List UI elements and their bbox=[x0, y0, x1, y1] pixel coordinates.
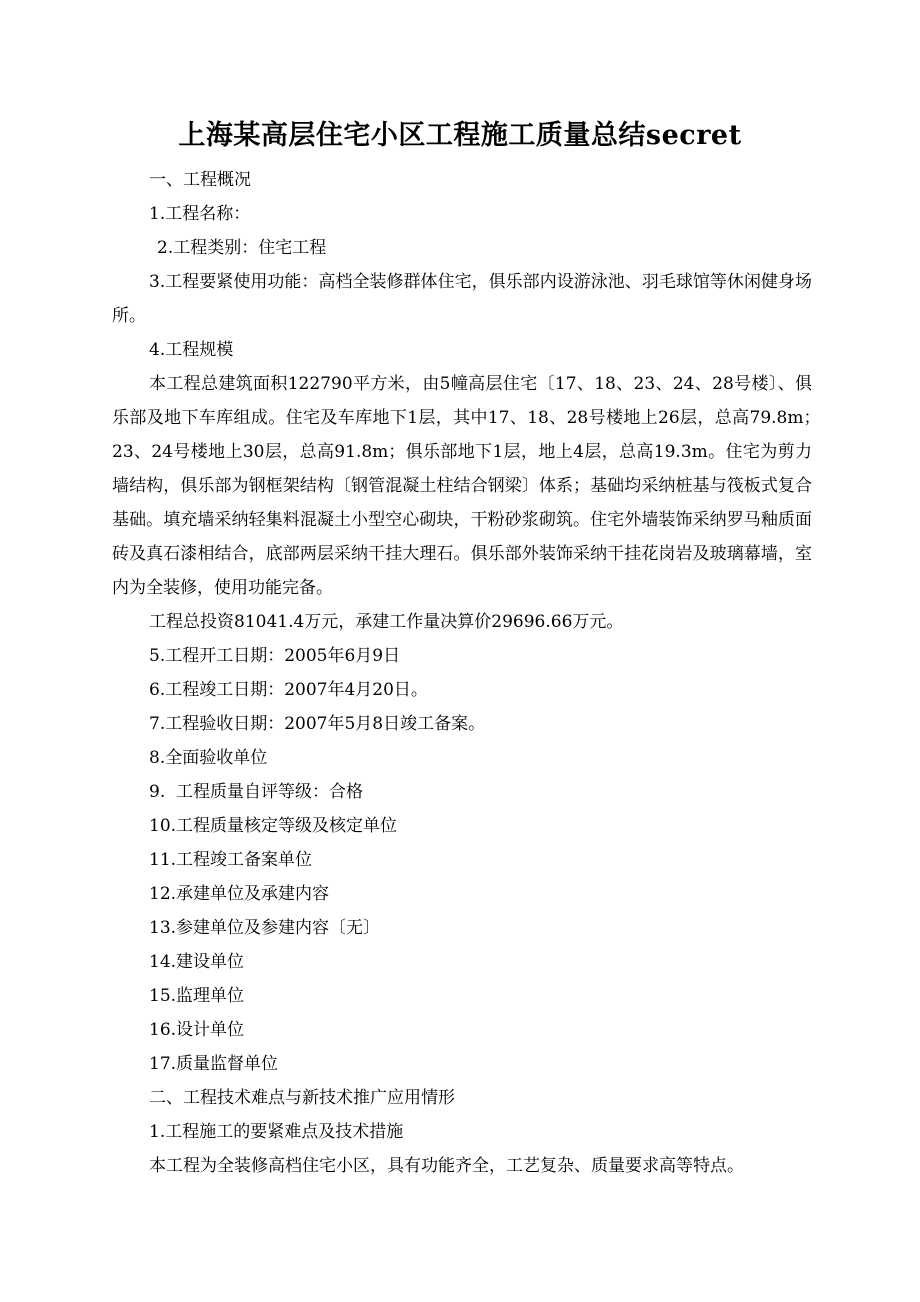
paragraph-acceptance-unit: 8.全面验收单位 bbox=[149, 748, 268, 768]
paragraph-contractor: 12.承建单位及承建内容 bbox=[149, 884, 330, 904]
paragraph-self-assessment: 9. 工程质量自评等级：合格 bbox=[149, 782, 364, 802]
paragraph-project-scale: 4.工程规模 bbox=[149, 340, 234, 360]
section-heading-technology: 二、工程技术难点与新技术推广应用情形 bbox=[149, 1088, 455, 1108]
paragraph-quality-rating: 10.工程质量核定等级及核定单位 bbox=[149, 816, 398, 836]
paragraph-record-unit: 11.工程竣工备案单位 bbox=[149, 850, 313, 870]
document-title: 上海某高层住宅小区工程施工质量总结secret bbox=[178, 120, 742, 151]
paragraph-main-function: 3.工程要紧使用功能：高档全装修群体住宅，俱乐部内设游泳池、羽毛球馆等休闲健身场所。 bbox=[112, 272, 812, 326]
paragraph-acceptance-date: 7.工程验收日期：2007年5月8日竣工备案。 bbox=[149, 714, 486, 734]
paragraph-owner: 14.建设单位 bbox=[149, 952, 245, 972]
paragraph-start-date: 5.工程开工日期：2005年6月9日 bbox=[149, 646, 401, 666]
paragraph-scale-detail: 本工程总建筑面积122790平方米，由5幢高层住宅〔17、18、23、24、28号楼〕、俱乐部及地下车库组成。住宅及车库地下1层，其中17、18、28号楼地上26层，总高79.8m； 23、24号楼地上30层，总高91.8m；俱乐部地下1层，地上4层，总高19.3m。住宅为剪力墙结构，俱乐部为钢框架结构〔钢管混凝土柱结合钢梁〕体系；基础均采纳桩基与筏板式复合基础。填充墙采纳轻集料混凝土小型空心砌块，干粉砂浆砌筑。住宅外墙装饰采纳罗马釉质面砖及真石漆相结合，底部两层采纳干挂大理石。俱乐部外装饰采纳干挂花岗岩及玻璃幕墙，室内为全装修，使用功能完备。 bbox=[112, 374, 846, 598]
paragraph-difficulties: 1.工程施工的要紧难点及技术措施 bbox=[149, 1122, 404, 1142]
paragraph-project-name: 1.工程名称： bbox=[149, 204, 251, 224]
paragraph-project-category: 2.工程类别：住宅工程 bbox=[157, 238, 327, 258]
paragraph-participants: 13.参建单位及参建内容〔无〕 bbox=[149, 918, 381, 938]
paragraph-designer: 16.设计单位 bbox=[149, 1020, 245, 1040]
paragraph-supervisor: 15.监理单位 bbox=[149, 986, 245, 1006]
paragraph-difficulties-detail: 本工程为全装修高档住宅小区，具有功能齐全，工艺复杂、质量要求高等特点。 bbox=[149, 1156, 744, 1176]
paragraph-quality-supervision: 17.质量监督单位 bbox=[149, 1054, 279, 1074]
paragraph-completion-date: 6.工程竣工日期：2007年4月20日。 bbox=[149, 680, 428, 700]
section-heading-overview: 一、工程概况 bbox=[149, 170, 251, 190]
paragraph-investment: 工程总投资81041.4万元，承建工作量决算价29696.66万元。 bbox=[149, 612, 624, 632]
